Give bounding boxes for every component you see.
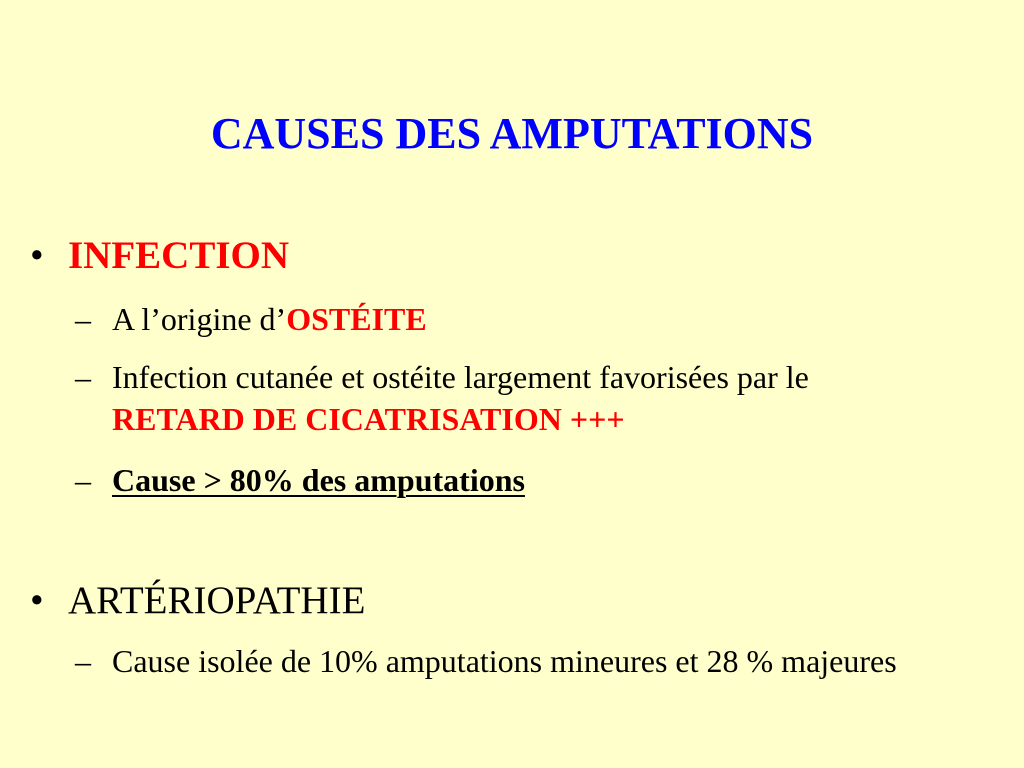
sub-item-retard [75,356,995,440]
sub-item-cause-80 [75,459,995,501]
sub-item-emphasis: OSTÉITE [286,301,427,337]
bullet-icon: • [30,234,44,277]
dash-icon: – [75,301,91,337]
section-heading-infection: INFECTION [68,234,290,277]
sub-item-underlined: Cause > 80% des amputations [112,462,525,498]
sub-item-emphasis: RETARD DE CICATRISATION +++ [112,401,625,437]
dash-icon: – [75,462,91,498]
sub-item-text: Cause isolée de 10% amputations mineures et 28 % majeures [112,643,897,679]
sub-item-osteite [75,298,995,340]
sub-item-text [112,298,995,340]
dash-icon: – [75,643,91,679]
sub-item-cause-isolee [75,640,945,682]
sub-item-text [112,356,995,440]
section-heading-arteriopathie: ARTÉRIOPATHIE [68,579,366,622]
bullet-icon: • [30,579,44,622]
sub-item-text [112,459,995,501]
sub-item-body: Infection cutanée et ostéite largement favorisées par le [112,359,809,395]
slide-title: CAUSES DES AMPUTATIONS [210,109,814,158]
sub-item-prefix: A l’origine d’ [112,301,287,337]
dash-icon: – [75,359,91,395]
